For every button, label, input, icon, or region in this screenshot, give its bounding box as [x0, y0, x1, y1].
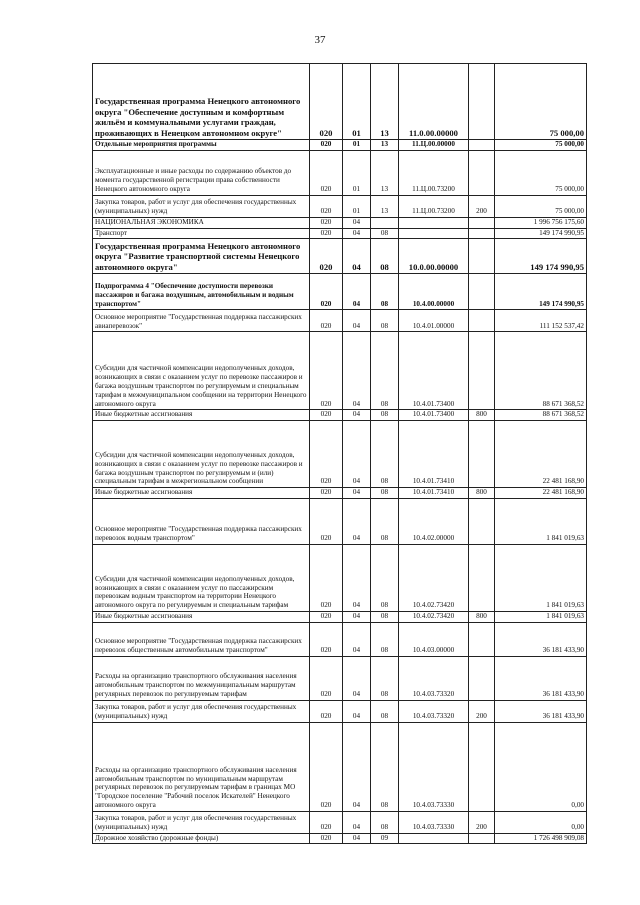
table-row	[93, 700, 587, 722]
row-section-code: 04	[343, 410, 371, 421]
row-grbs-code: 020	[310, 217, 343, 228]
row-grbs-code: 020	[310, 150, 343, 195]
row-subsection-code: 13	[371, 150, 399, 195]
row-grbs-code: 020	[310, 410, 343, 421]
row-section-code: 04	[343, 239, 371, 274]
row-section-code: 04	[343, 833, 371, 844]
row-target-article: 10.0.00.00000	[399, 239, 469, 274]
table-row	[93, 421, 587, 488]
row-amount: 75 000,00	[495, 150, 587, 195]
row-amount: 1 841 019,63	[495, 498, 587, 544]
row-grbs-code: 020	[310, 833, 343, 844]
row-grbs-code: 020	[310, 195, 343, 217]
table-row	[93, 410, 587, 421]
row-target-article: 10.4.01.73410	[399, 421, 469, 488]
row-subsection-code: 08	[371, 544, 399, 611]
row-target-article: 10.4.02.73420	[399, 611, 469, 622]
row-subsection-code: 08	[371, 622, 399, 656]
row-section-code: 01	[343, 140, 371, 151]
row-subsection-code: 08	[371, 700, 399, 722]
row-amount: 75 000,00	[495, 64, 587, 140]
row-amount: 1 726 498 909,08	[495, 833, 587, 844]
row-section-code: 04	[343, 544, 371, 611]
row-section-code: 04	[343, 310, 371, 332]
row-expense-type	[469, 722, 495, 811]
budget-table	[92, 63, 587, 844]
row-target-article: 10.4.01.73400	[399, 410, 469, 421]
row-grbs-code: 020	[310, 811, 343, 833]
row-target-article: 10.4.02.73420	[399, 544, 469, 611]
row-name: Государственная программа Ненецкого автономного округа "Развитие транспортной системы Ненецкого автономного округа"	[93, 239, 310, 274]
row-target-article: 10.4.00.00000	[399, 274, 469, 310]
row-section-code: 04	[343, 722, 371, 811]
row-section-code: 01	[343, 150, 371, 195]
table-row	[93, 332, 587, 410]
row-grbs-code: 020	[310, 656, 343, 700]
table-row	[93, 195, 587, 217]
row-subsection-code: 09	[371, 833, 399, 844]
row-section-code: 01	[343, 195, 371, 217]
row-subsection-code: 08	[371, 410, 399, 421]
row-subsection-code: 08	[371, 811, 399, 833]
row-expense-type: 800	[469, 410, 495, 421]
row-section-code: 04	[343, 274, 371, 310]
row-subsection-code: 08	[371, 498, 399, 544]
row-name: Закупка товаров, работ и услуг для обеспечения государственных (муниципальных) нужд	[93, 811, 310, 833]
table-row	[93, 498, 587, 544]
row-section-code: 04	[343, 217, 371, 228]
row-subsection-code: 08	[371, 310, 399, 332]
row-name: Расходы на организацию транспортного обслуживания населения автомобильным транспортом по межмуниципальным маршрутам регулярных перевозок по регулируемым тарифам	[93, 656, 310, 700]
row-target-article: 10.4.03.73330	[399, 722, 469, 811]
row-subsection-code: 08	[371, 332, 399, 410]
row-name: Субсидии для частичной компенсации недополученных доходов, возникающих в связи с оказанием услуг по перевозке пассажиров и багажа воздушным транспортом по регулируемым и (или) специальным тарифам в межрегиональном сообщении	[93, 421, 310, 488]
row-expense-type	[469, 332, 495, 410]
row-expense-type	[469, 217, 495, 228]
row-grbs-code: 020	[310, 622, 343, 656]
row-target-article: 10.4.02.00000	[399, 498, 469, 544]
row-section-code: 04	[343, 622, 371, 656]
row-subsection-code: 08	[371, 722, 399, 811]
row-target-article: 11.Ц.00.00000	[399, 140, 469, 151]
table-row	[93, 150, 587, 195]
row-expense-type	[469, 310, 495, 332]
row-name: Расходы на организацию транспортного обслуживания населения автомобильным транспортом по муниципальным маршрутам регулярных перевозок по регулируемым тарифам в границах МО "Городское поселение "Рабочий поселок Искателей" Ненецкого автономного округа	[93, 722, 310, 811]
row-target-article: 11.Ц.00.73200	[399, 195, 469, 217]
row-target-article: 10.4.01.73410	[399, 488, 469, 499]
table-row	[93, 488, 587, 499]
row-subsection-code: 08	[371, 228, 399, 239]
row-subsection-code: 08	[371, 488, 399, 499]
row-target-article	[399, 833, 469, 844]
row-expense-type: 800	[469, 611, 495, 622]
row-target-article: 10.4.03.00000	[399, 622, 469, 656]
row-grbs-code: 020	[310, 611, 343, 622]
row-grbs-code: 020	[310, 700, 343, 722]
row-grbs-code: 020	[310, 64, 343, 140]
table-row	[93, 239, 587, 274]
table-row	[93, 544, 587, 611]
row-grbs-code: 020	[310, 498, 343, 544]
row-expense-type	[469, 140, 495, 151]
row-target-article: 10.4.03.73320	[399, 700, 469, 722]
row-grbs-code: 020	[310, 274, 343, 310]
row-name: Основное мероприятие "Государственная поддержка пассажирских перевозок водным транспортом"	[93, 498, 310, 544]
table-row	[93, 228, 587, 239]
row-section-code: 04	[343, 332, 371, 410]
row-target-article: 10.4.01.73400	[399, 332, 469, 410]
row-amount: 111 152 537,42	[495, 310, 587, 332]
row-name: Субсидии для частичной компенсации недополученных доходов, возникающих в связи с оказанием услуг по перевозке пассажиров и багажа воздушным транспортом по регулируемым и специальным тарифам в межмуниципальном сообщении на территории Ненецкого автономного округа	[93, 332, 310, 410]
row-amount: 75 000,00	[495, 140, 587, 151]
row-expense-type	[469, 239, 495, 274]
row-expense-type	[469, 498, 495, 544]
row-expense-type	[469, 833, 495, 844]
row-section-code: 04	[343, 700, 371, 722]
table-row	[93, 622, 587, 656]
row-name: Иные бюджетные ассигнования	[93, 410, 310, 421]
row-name: Государственная программа Ненецкого автономного округа "Обеспечение доступным и комфортным жильём и коммунальными услугами граждан, проживающих в Ненецком автономном округе"	[93, 64, 310, 140]
table-row	[93, 64, 587, 140]
row-amount: 0,00	[495, 811, 587, 833]
row-grbs-code: 020	[310, 488, 343, 499]
row-target-article: 10.4.01.00000	[399, 310, 469, 332]
row-amount: 22 481 168,90	[495, 488, 587, 499]
row-amount: 149 174 990,95	[495, 228, 587, 239]
table-row	[93, 833, 587, 844]
row-amount: 36 181 433,90	[495, 656, 587, 700]
row-grbs-code: 020	[310, 228, 343, 239]
row-name: Эксплуатационные и иные расходы по содержанию объектов до момента государственной регистрации права собственности Ненецкого автономного округа	[93, 150, 310, 195]
row-grbs-code: 020	[310, 239, 343, 274]
row-amount: 1 841 019,63	[495, 544, 587, 611]
row-subsection-code: 13	[371, 195, 399, 217]
row-name: Субсидии для частичной компенсации недополученных доходов, возникающих в связи с оказанием услуг по пассажирским перевозкам водным транспортом на территории Ненецкого автономного округа по регулируемым и специальным тарифам	[93, 544, 310, 611]
row-name: Подпрограмма 4 "Обеспечение доступности перевозки пассажиров и багажа воздушным, автомобильным и водным транспортом"	[93, 274, 310, 310]
row-amount: 36 181 433,90	[495, 700, 587, 722]
row-expense-type	[469, 228, 495, 239]
row-expense-type	[469, 622, 495, 656]
row-name: Закупка товаров, работ и услуг для обеспечения государственных (муниципальных) нужд	[93, 195, 310, 217]
row-subsection-code: 08	[371, 274, 399, 310]
row-name: Транспорт	[93, 228, 310, 239]
row-expense-type	[469, 274, 495, 310]
row-amount: 75 000,00	[495, 195, 587, 217]
row-name: Отдельные мероприятия программы	[93, 140, 310, 151]
row-expense-type: 800	[469, 488, 495, 499]
row-name: Основное мероприятие "Государственная поддержка пассажирских авиаперевозок"	[93, 310, 310, 332]
row-amount: 88 671 368,52	[495, 332, 587, 410]
row-amount: 149 174 990,95	[495, 239, 587, 274]
row-amount: 88 671 368,52	[495, 410, 587, 421]
row-name: Закупка товаров, работ и услуг для обеспечения государственных (муниципальных) нужд	[93, 700, 310, 722]
row-section-code: 04	[343, 611, 371, 622]
row-grbs-code: 020	[310, 722, 343, 811]
row-section-code: 04	[343, 811, 371, 833]
row-amount: 0,00	[495, 722, 587, 811]
row-name: Иные бюджетные ассигнования	[93, 488, 310, 499]
table-row	[93, 140, 587, 151]
row-grbs-code: 020	[310, 332, 343, 410]
row-subsection-code: 13	[371, 64, 399, 140]
row-grbs-code: 020	[310, 421, 343, 488]
table-row	[93, 656, 587, 700]
row-section-code: 04	[343, 656, 371, 700]
row-name: НАЦИОНАЛЬНАЯ ЭКОНОМИКА	[93, 217, 310, 228]
table-row	[93, 310, 587, 332]
row-target-article: 10.4.03.73330	[399, 811, 469, 833]
row-expense-type	[469, 656, 495, 700]
row-section-code: 04	[343, 421, 371, 488]
row-section-code: 04	[343, 488, 371, 499]
row-amount: 36 181 433,90	[495, 622, 587, 656]
row-name: Основное мероприятие "Государственная поддержка пассажирских перевозок общественным автомобильным транспортом"	[93, 622, 310, 656]
row-section-code: 04	[343, 228, 371, 239]
row-expense-type	[469, 64, 495, 140]
row-expense-type: 200	[469, 195, 495, 217]
row-expense-type	[469, 150, 495, 195]
row-subsection-code: 08	[371, 239, 399, 274]
row-subsection-code: 08	[371, 611, 399, 622]
row-target-article	[399, 228, 469, 239]
row-target-article: 11.0.00.00000	[399, 64, 469, 140]
row-expense-type	[469, 544, 495, 611]
row-expense-type: 200	[469, 700, 495, 722]
row-name: Дорожное хозяйство (дорожные фонды)	[93, 833, 310, 844]
row-subsection-code: 08	[371, 421, 399, 488]
table-row	[93, 811, 587, 833]
row-grbs-code: 020	[310, 310, 343, 332]
row-section-code: 01	[343, 64, 371, 140]
row-grbs-code: 020	[310, 544, 343, 611]
row-target-article: 11.Ц.00.73200	[399, 150, 469, 195]
row-grbs-code: 020	[310, 140, 343, 151]
row-section-code: 04	[343, 498, 371, 544]
row-amount: 1 996 756 175,60	[495, 217, 587, 228]
row-name: Иные бюджетные ассигнования	[93, 611, 310, 622]
page-number: 37	[314, 34, 326, 46]
row-subsection-code	[371, 217, 399, 228]
row-subsection-code: 13	[371, 140, 399, 151]
row-amount: 1 841 019,63	[495, 611, 587, 622]
row-target-article	[399, 217, 469, 228]
row-subsection-code: 08	[371, 656, 399, 700]
row-amount: 22 481 168,90	[495, 421, 587, 488]
row-expense-type: 200	[469, 811, 495, 833]
table-row	[93, 217, 587, 228]
table-row	[93, 722, 587, 811]
table-row	[93, 611, 587, 622]
row-amount: 149 174 990,95	[495, 274, 587, 310]
table-row	[93, 274, 587, 310]
row-expense-type	[469, 421, 495, 488]
row-target-article: 10.4.03.73320	[399, 656, 469, 700]
